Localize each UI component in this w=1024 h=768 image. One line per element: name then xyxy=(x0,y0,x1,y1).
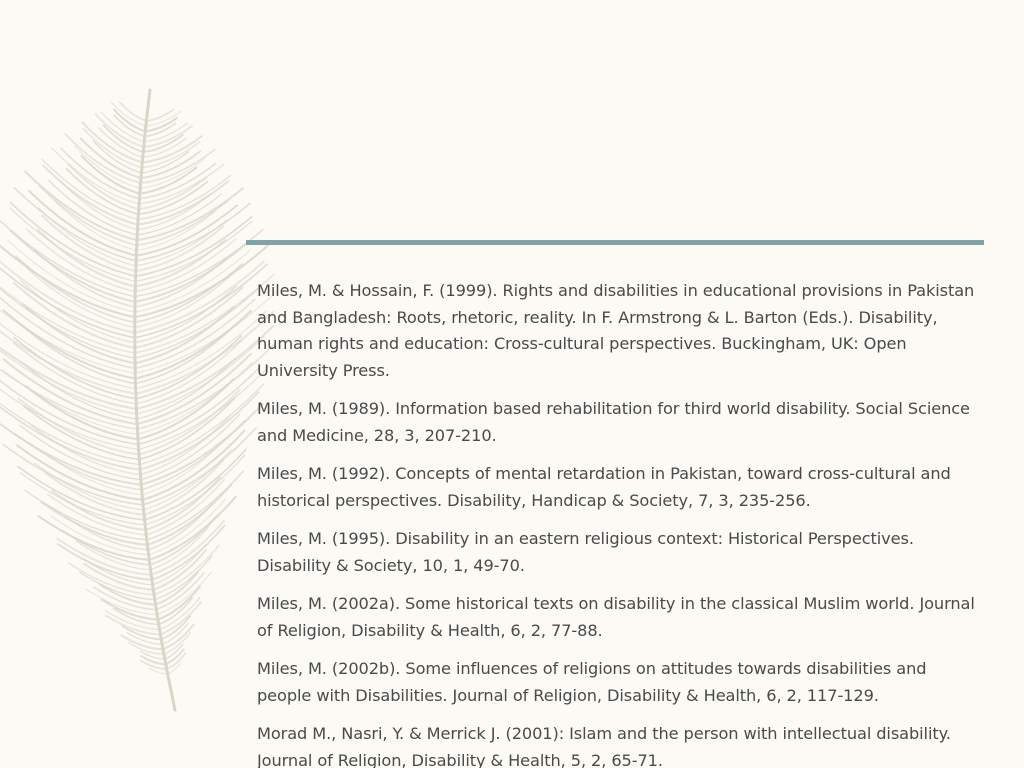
divider-rule xyxy=(246,240,984,245)
reference-item: Miles, M. (2002a). Some historical texts on disability in the classical Muslim world. Journal of Religion, Disability & Health, 6, 2, 77-88. xyxy=(257,594,975,640)
reference-item: Miles, M. (1989). Information based rehabilitation for third world disability. Social Science and Medicine, 28, 3, 207-210. xyxy=(257,399,970,445)
reference-item: Morad M., Nasri, Y. & Merrick J. (2001): Islam and the person with intellectual disability. Journal of Religion, Disability & Health, 5, 2, 65-71. xyxy=(257,724,951,768)
reference-list xyxy=(257,278,977,768)
reference-item: Miles, M. (2002b). Some influences of religions on attitudes towards disabilities and people with Disabilities. Journal of Religion, Disability & Health, 6, 2, 117-129. xyxy=(257,659,927,705)
reference-item: Miles, M. & Hossain, F. (1999). Rights and disabilities in educational provisions in Pakistan and Bangladesh: Roots, rhetoric, reality. In F. Armstrong & L. Barton (Eds.). Disability, human rights and education: Cross-cultural perspectives. Buckingham, UK: Open University Press. xyxy=(257,281,975,380)
reference-item: Miles, M. (1992). Concepts of mental retardation in Pakistan, toward cross-cultural and historical perspectives. Disability, Handicap & Society, 7, 3, 235-256. xyxy=(257,464,951,510)
reference-item: Miles, M. (1995). Disability in an eastern religious context: Historical Perspectives. Disability & Society, 10, 1, 49-70. xyxy=(257,529,914,575)
